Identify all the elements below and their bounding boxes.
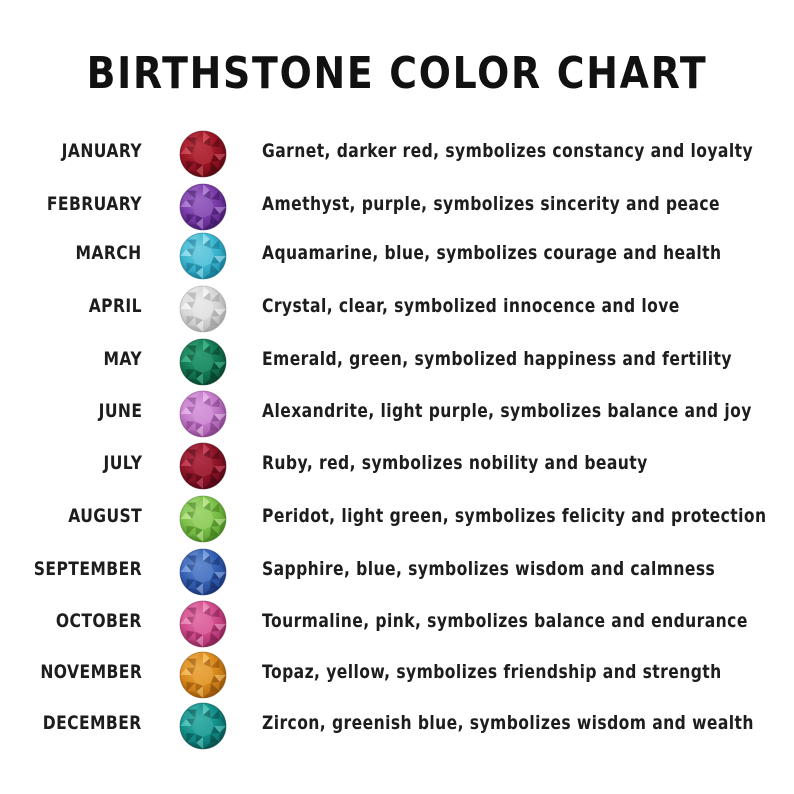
month-label: APRIL <box>88 295 142 317</box>
stone-description: Crystal, clear, symbolized innocence and love <box>262 295 680 317</box>
alexandrite-gem-icon <box>179 390 227 438</box>
aquamarine-gem-icon <box>179 232 227 280</box>
stone-description: Aquamarine, blue, symbolizes courage and health <box>262 242 722 264</box>
zircon-gem-icon <box>179 702 227 750</box>
stone-description: Garnet, darker red, symbolizes constancy and loyalty <box>262 140 754 162</box>
ruby-gem-icon <box>179 442 227 490</box>
birthstone-row-october <box>0 598 794 650</box>
month-label: FEBRUARY <box>46 193 142 215</box>
tourmaline-gem-icon <box>179 600 227 648</box>
birthstone-row-january <box>0 128 794 180</box>
stone-description: Emerald, green, symbolized happiness and fertility <box>262 348 732 370</box>
month-label: SEPTEMBER <box>33 558 142 580</box>
birthstone-row-july <box>0 440 794 492</box>
birthstone-row-february <box>0 181 794 233</box>
month-label: MARCH <box>75 242 142 264</box>
stone-description: Alexandrite, light purple, symbolizes balance and joy <box>262 400 752 422</box>
sapphire-gem-icon <box>179 548 227 596</box>
chart-title: BIRTHSTONE COLOR CHART <box>86 48 708 99</box>
birthstone-row-march <box>0 230 794 282</box>
birthstone-row-may <box>0 336 794 388</box>
peridot-gem-icon <box>179 495 227 543</box>
stone-description: Amethyst, purple, symbolizes sincerity and peace <box>262 193 720 215</box>
stone-description: Peridot, light green, symbolizes felicity and protection <box>262 505 767 527</box>
topaz-gem-icon <box>179 651 227 699</box>
birthstone-row-september <box>0 546 794 598</box>
month-label: DECEMBER <box>43 712 142 734</box>
birthstone-row-august <box>0 493 794 545</box>
month-label: JANUARY <box>61 140 142 162</box>
stone-description: Topaz, yellow, symbolizes friendship and strength <box>262 661 722 683</box>
stone-description: Ruby, red, symbolizes nobility and beauty <box>262 452 648 474</box>
stone-description: Sapphire, blue, symbolizes wisdom and calmness <box>262 558 716 580</box>
month-label: MAY <box>103 348 142 370</box>
month-label: AUGUST <box>68 505 142 527</box>
birthstone-row-november <box>0 649 794 701</box>
garnet-gem-icon <box>179 130 227 178</box>
birthstone-row-december <box>0 700 794 752</box>
amethyst-gem-icon <box>179 183 227 231</box>
stone-description: Zircon, greenish blue, symbolizes wisdom and wealth <box>262 712 754 734</box>
birthstone-row-april <box>0 283 794 335</box>
month-label: NOVEMBER <box>40 661 142 683</box>
month-label: OCTOBER <box>56 610 142 632</box>
month-label: JULY <box>103 452 142 474</box>
month-label: JUNE <box>98 400 142 422</box>
stone-description: Tourmaline, pink, symbolizes balance and endurance <box>262 610 748 632</box>
emerald-gem-icon <box>179 338 227 386</box>
birthstone-row-june <box>0 388 794 440</box>
crystal-gem-icon <box>179 285 227 333</box>
